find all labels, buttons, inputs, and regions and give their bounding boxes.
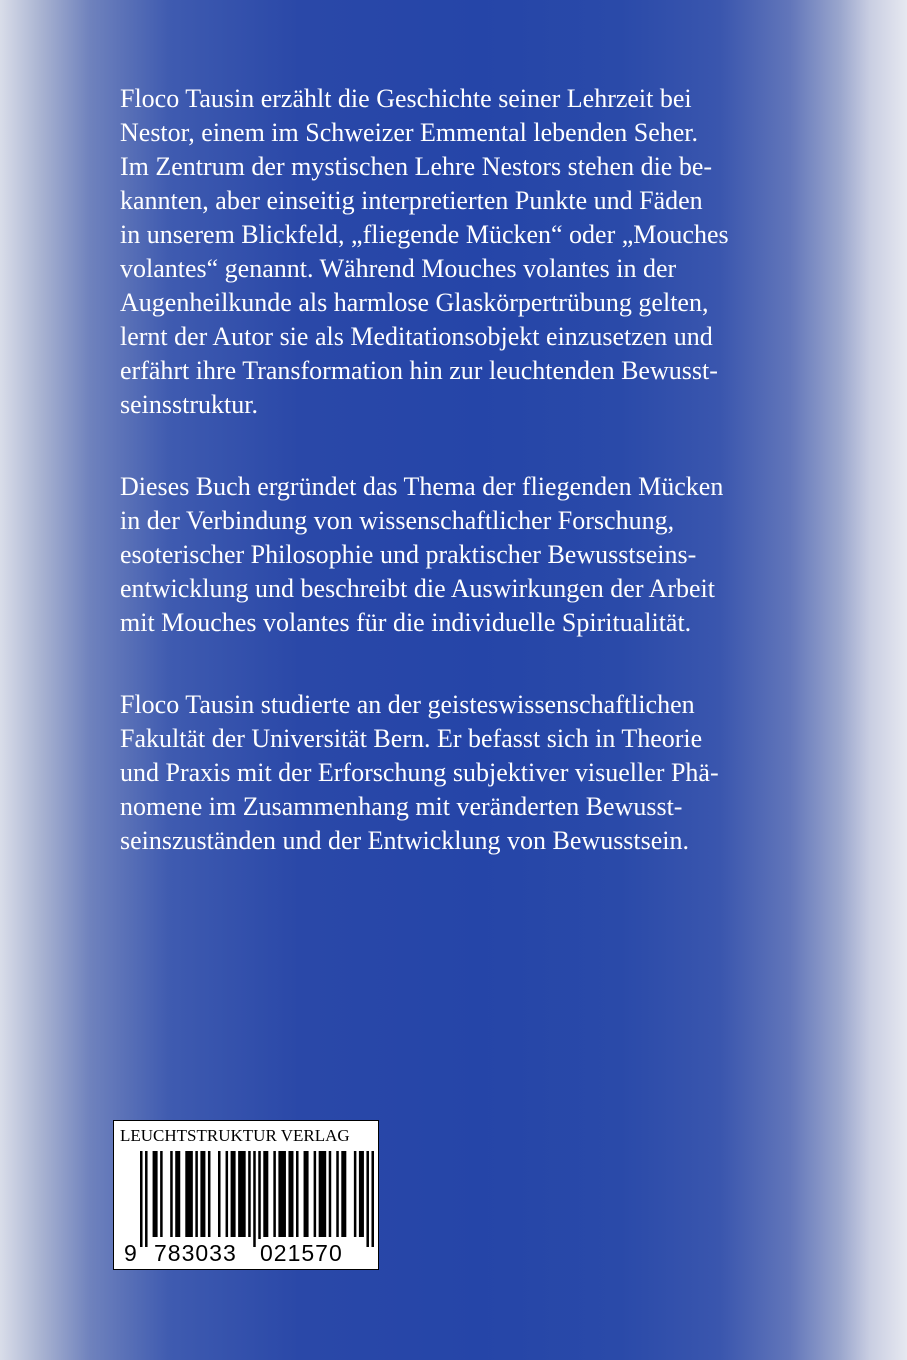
text-line: Floco Tausin erzählt die Geschichte seiner Lehrzeit bei [120,84,692,113]
text-line: Augenheilkunde als harmlose Glaskörpertrübung gelten, [120,288,709,317]
text-line: in unserem Blickfeld, „fliegende Mücken“ oder „Mouches [120,220,729,249]
isbn-first-digit: 9 [124,1240,137,1266]
text-line: nomene im Zusammenhang mit veränderten Bewusst- [120,792,683,821]
barcode-bar [185,1151,193,1237]
barcode-bar [273,1151,276,1237]
text-line: seinsstruktur. [120,390,258,419]
text-line: entwicklung und beschreibt die Auswirkungen der Arbeit [120,574,715,603]
barcode-bar [314,1151,317,1237]
paragraph-author-bio [120,688,800,858]
text-line: und Praxis mit der Erforschung subjektiver visueller Phä- [120,758,719,787]
text-line: volantes“ genannt. Während Mouches volantes in der [120,254,677,283]
barcode-bars [140,1151,374,1247]
barcode-bar [160,1151,163,1237]
barcode-bar [329,1151,332,1237]
barcode-bar [366,1151,369,1247]
barcode-bar [278,1151,286,1237]
text-line: Dieses Buch ergründet das Thema der fliegenden Mücken [120,472,724,501]
barcode-bar [258,1151,261,1247]
barcode-bar [304,1151,309,1237]
isbn-number [120,1239,376,1267]
paragraph-synopsis [120,82,800,422]
barcode-bar [145,1151,148,1247]
barcode-bar [200,1151,205,1237]
text-line: kannten, aber einseitig interpretierten Punkte und Fäden [120,186,703,215]
isbn-left-group: 783033 [154,1240,237,1266]
barcode-bar [296,1151,299,1237]
text-line: Nestor, einem im Schweizer Emmental lebenden Seher. [120,118,698,147]
barcode-bar [226,1151,229,1237]
barcode-bar [359,1151,364,1237]
barcode-bar [153,1151,158,1237]
text-line: mit Mouches volantes für die individuelle Spiritualität. [120,608,692,637]
publisher-name: LEUCHTSTRUKTUR VERLAG [120,1126,350,1145]
barcode-bar [253,1151,256,1247]
barcode-bar [195,1151,198,1237]
isbn-right-group: 021570 [260,1240,343,1266]
barcode-bar [238,1151,246,1237]
barcode-bar [336,1151,339,1237]
barcode-bar [208,1151,211,1237]
back-cover-text [120,82,800,906]
barcode-bar [140,1151,143,1247]
barcode-bar [170,1151,173,1237]
isbn-barcode [113,1120,379,1270]
text-line: erfährt ihre Transformation hin zur leuchtenden Bewusst- [120,356,718,385]
barcode-bar [371,1151,374,1247]
barcode-bar [218,1151,221,1237]
text-line: Im Zentrum der mystischen Lehre Nestors stehen die be- [120,152,713,181]
text-line: Floco Tausin studierte an der geisteswissenschaftlichen [120,690,695,719]
barcode-bar [319,1151,327,1237]
text-line: Fakultät der Universität Bern. Er befasst sich in Theorie [120,724,703,753]
barcode-bar [263,1151,268,1237]
barcode-bar [354,1151,357,1237]
barcode-bar [231,1151,236,1237]
barcode-bar [175,1151,180,1237]
barcode-bar [341,1151,346,1237]
paragraph-topic [120,470,800,640]
text-line: in der Verbindung von wissenschaftlicher Forschung, [120,506,675,535]
text-line: esoterischer Philosophie und praktischer Bewusstseins- [120,540,697,569]
barcode-bar [248,1151,251,1237]
text-line: seinszuständen und der Entwicklung von Bewusstsein. [120,826,690,855]
barcode-bar [288,1151,293,1237]
text-line: lernt der Autor sie als Meditationsobjekt einzusetzen und [120,322,713,351]
